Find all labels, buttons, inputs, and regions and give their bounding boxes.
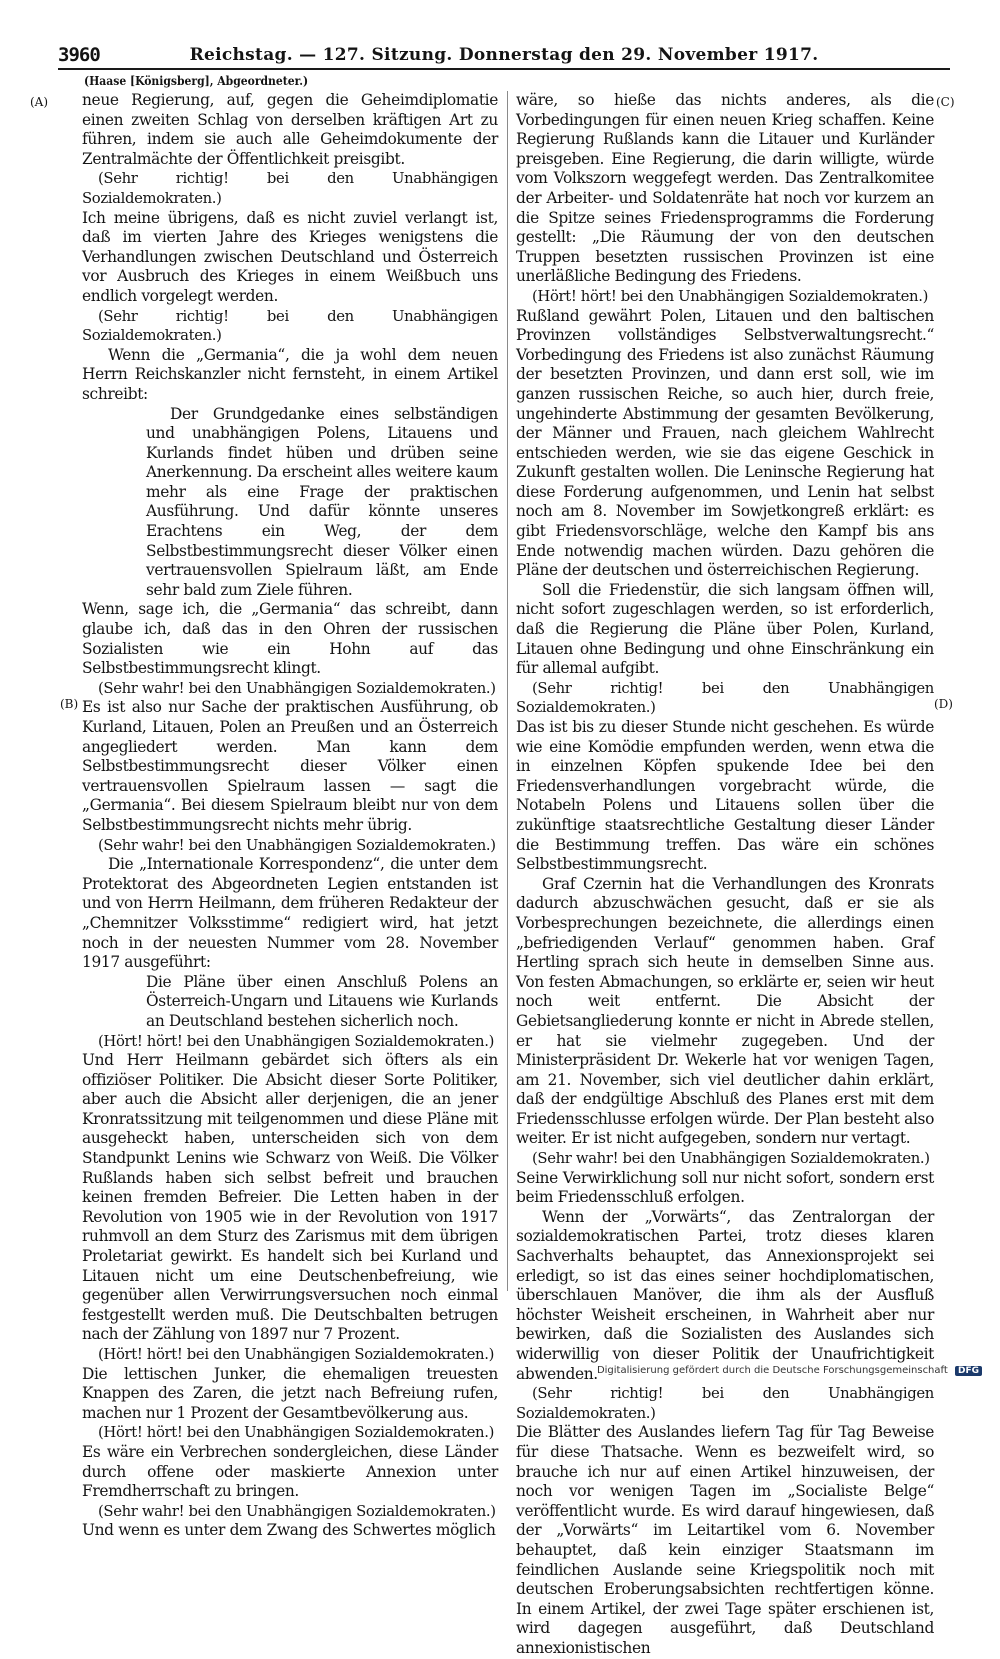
quotation: Der Grundgedanke eines selbständigen und unabhängigen Polens, Litauens und Kurlands findet hüben und drüben seine Anerkennung. Da erscheint alles weitere kaum mehr als eine Frage der praktischen Ausführung. Und dafür könnte unseres Erachtens ein Weg, der dem Selbstbestimmungsrecht dieser Völker einen vertrauensvollen Spielraum läßt, am Ende sehr bald zum Ziele führen. bbox=[146, 404, 498, 599]
paragraph: Seine Verwirklichung soll nur nicht sofort, sondern erst beim Friedensschluß erfolgen. bbox=[516, 1168, 934, 1207]
interjection: (Sehr richtig! bei den Unabhängigen Sozialdemokraten.) bbox=[516, 679, 934, 717]
interjection: (Hört! hört! bei den Unabhängigen Sozialdemokraten.) bbox=[98, 1032, 494, 1050]
interjection: (Sehr wahr! bei den Unabhängigen Sozialdemokraten.) bbox=[532, 1150, 930, 1168]
running-head: Reichstag. — 127. Sitzung. Donnerstag den 29. November 1917. bbox=[189, 45, 819, 65]
paragraph: Wenn, sage ich, die „Germania“ das schreibt, dann glaube ich, daß das in den Ohren der russischen Sozialisten wie ein Hohn auf das Selbstbestimmungsrecht klingt. bbox=[82, 600, 498, 678]
paragraph: Die „Internationale Korrespondenz“, die unter dem Protektorat des Abgeordneten Legien entstanden ist und von Herrn Heilmann, dem früheren Redakteur der „Chemnitzer Volksstimme“ redigiert wird, hat jetzt noch in der neuesten Nummer vom 28. November 1917 ausgeführt: bbox=[82, 855, 498, 972]
right-column bbox=[516, 91, 934, 1659]
paragraph: Es wäre ein Verbrechen sondergleichen, diese Länder durch offene oder maskierte Annexion unter Fremdherrschaft zu bringen. bbox=[82, 1442, 498, 1501]
column-divider bbox=[507, 91, 508, 1291]
left-column bbox=[82, 91, 498, 1541]
footer-credit bbox=[597, 1365, 982, 1376]
interjection: (Sehr richtig! bei den Unabhängigen Sozialdemokraten.) bbox=[82, 307, 498, 345]
dfg-logo: DFG bbox=[955, 1366, 982, 1376]
interjection: (Hört! hört! bei den Unabhängigen Sozialdemokraten.) bbox=[98, 1424, 494, 1442]
paragraph: neue Regierung, auf, gegen die Geheimdiplomatie einen zweiten Schlag von derselben kräftigen Art zu führen, indem sie auch alle Geheimdokumente der Zentralmächte der Öffentlichkeit preisgibt. bbox=[82, 91, 498, 168]
interjection: (Sehr richtig! bei den Unabhängigen Sozialdemokraten.) bbox=[516, 1385, 934, 1422]
paragraph: Das ist bis zu dieser Stunde nicht geschehen. Es würde wie eine Komödie empfunden werden, wenn etwa die in einzelnen Köpfen spukende Idee bei den Friedensverhandlungen vorgebracht würde, die Notabeln Polens und Litauens sollen über die zukünftige staatsrechtliche Gestaltung dieser Länder die Bestimmung treffen. Das wäre ein schönes Selbstbestimmungsrecht. bbox=[516, 718, 934, 874]
interjection: (Hört! hört! bei den Unabhängigen Sozialdemokraten.) bbox=[98, 1346, 494, 1363]
margin-mark-d: (D) bbox=[934, 697, 953, 711]
paragraph: Und Herr Heilmann gebärdet sich öfters als ein offiziöser Politiker. Die Absicht dieser Sorte Politiker, aber auch die Absicht aller derjenigen, die an jener Kronratssitzung mit teilgenommen und diese Pläne mit ausgeheckt haben, unterscheiden sich von dem Standpunkt Lenins wie Schwarz von Weiß. Die Völker Rußlands haben sich selbst befreit und brauchen keinen fremden Befreier. Die Letten haben in der Revolution von 1905 wie in der Revolution von 1917 ruhmvoll an dem Sturz des Zarismus mit dem übrigen Proletariat gewirkt. Es handelt sich bei Kurland und Litauen nicht um eine Deutschenbefreiung, wie gegenüber allen Verwirrungsversuchen noch einmal festgestellt werden muß. Die Deutschbalten betrugen nach der Zählung von 1897 nur 7 Prozent. bbox=[82, 1051, 498, 1344]
interjection: (Sehr wahr! bei den Unabhängigen Sozialdemokraten.) bbox=[98, 679, 496, 697]
paragraph: Die Blätter des Auslandes liefern Tag für Tag Beweise für diese Thatsache. Wenn es bezweifelt wird, so brauche ich nur auf einen Artikel hinzuweisen, der noch vor wenigen Tagen im „Socialiste Belge“ veröffentlicht wurde. Es wird darauf hingewiesen, daß der „Vorwärts“ im Leitartikel vom 6. November behauptet, daß kein einziger Staatsmann im feindlichen Auslande seine Kriegspolitik noch mit deutschen Eroberungsabsichten rechtfertigen könne. In einem Artikel, der zwei Tage später erschienen ist, wird dagegen ausgeführt, daß Deutschland annexionistischen bbox=[516, 1423, 934, 1657]
paragraph: Wenn die „Germania“, die ja wohl dem neuen Herrn Reichskanzler nicht fernsteht, in einem Artikel schreibt: bbox=[82, 345, 498, 403]
paragraph: Rußland gewährt Polen, Litauen und den baltischen Provinzen vollständiges Selbstverwaltungsrecht.“ Vorbedingung des Friedens ist also zunächst Räumung der besetzten Provinzen, und dann erst soll, wie im ganzen russischen Reiche, so auch hier, durch freie, ungehinderte Abstimmung der gesamten Bevölkerung, der Männer und Frauen, nach gleichem Wahlrecht entschieden werden, wie sie das eigene Geschick in Zukunft gestalten wollen. Die Leninsche Regierung hat diese Forderung aufgenommen, und Lenin hat selbst noch am 8. November im Sowjetkongreß erklärt: es gibt Friedensvorschläge, welche den Kampf bis ans Ende notwendig machen würden. Dazu gehören die Pläne der deutschen und österreichischen Regierung. bbox=[516, 306, 934, 580]
paragraph: Graf Czernin hat die Verhandlungen des Kronrats dadurch abzuschwächen gesucht, daß er sie als Vorbesprechungen bezeichnete, die allerdings einen „befriedigenden Verlauf“ genommen haben. Graf Hertling sprach sich heute in demselben Sinne aus. Von festen Abmachungen, so erklärte er, seien wir heut noch weit entfernt. Die Absicht der Gebietsangliederung konnte er nicht in Abrede stellen, er hat sie vielmehr zugegeben. Und der Ministerpräsident Dr. Wekerle hat vor wenigen Tagen, am 21. November, sich viel deutlicher dahin erklärt, daß der endgültige Abschluß des Planes erst mit dem Friedensschlusse erfolgen würde. Der Plan besteht also weiter. Er ist nicht aufgegeben, sondern nur vertagt. bbox=[516, 874, 934, 1148]
page-header bbox=[58, 44, 950, 70]
paragraph: Ich meine übrigens, daß es nicht zuviel verlangt ist, daß im vierten Jahre des Krieges wenigstens die Verhandlungen zwischen Deutschland und Österreich vor Ausbruch des Krieges in einem Weißbuch uns endlich vorgelegt werden. bbox=[82, 208, 498, 305]
footer-text: Digitalisierung gefördert durch die Deutsche Forschungsgemeinschaft bbox=[596, 1365, 948, 1376]
interjection: (Sehr wahr! bei den Unabhängigen Sozialdemokraten.) bbox=[98, 836, 496, 854]
paragraph: Soll die Friedenstür, die sich langsam öffnen will, nicht sofort zugeschlagen werden, so ist erforderlich, daß die Regierung die Pläne über Polen, Kurland, Litauen ohne Bedingung und ohne Einschränkung ein für allemal aufgibt. bbox=[516, 580, 934, 678]
paragraph: Wenn der „Vorwärts“, das Zentralorgan der sozialdemokratischen Partei, trotz dieses klaren Sachverhalts behauptet, das Annexionsprojekt sei erledigt, so ist das eines seiner hochdiplomatischen, überschlauen Manöver, die ihm als der Ausfluß höchster Weisheit erscheinen, in Wahrheit aber nur bewirken, daß die Sozialisten des Auslandes sich widerwillig von dieser Politik der Unaufrichtigkeit abwenden. bbox=[516, 1207, 934, 1383]
quotation: Die Pläne über einen Anschluß Polens an Österreich-Ungarn und Litauens wie Kurlands an Deutschland bestehen sicherlich noch. bbox=[146, 972, 498, 1030]
interjection: (Sehr richtig! bei den Unabhängigen Sozialdemokraten.) bbox=[82, 170, 498, 207]
page-number: 3960 bbox=[58, 44, 100, 66]
paragraph: wäre, so hieße das nichts anderes, als die Vorbedingungen für einen neuen Krieg schaffen. Keine Regierung Rußlands kann die Litauer und Kurländer preisgeben. Eine Regierung, die darin willigte, würde vom Volkszorn weggefegt werden. Das Zentralkomitee der Arbeiter- und Soldatenräte hat noch vor kurzem an die Spitze seines Friedensprogramms die Forderung gestellt: „Die Räumung der von den deutschen Truppen besetzten russischen Provinzen ist eine unerläßliche Bedingung des Friedens. bbox=[516, 91, 934, 286]
interjection: (Hört! hört! bei den Unabhängigen Sozialdemokraten.) bbox=[532, 287, 928, 305]
paragraph: Und wenn es unter dem Zwang des Schwertes möglich bbox=[82, 1521, 496, 1540]
speaker-line: (Haase [Königsberg], Abgeordneter.) bbox=[84, 74, 309, 88]
margin-mark-c: (C) bbox=[936, 95, 955, 109]
paragraph: Es ist also nur Sache der praktischen Ausführung, ob Kurland, Litauen, Polen an Preußen und an Österreich angegliedert werden. Man kann dem Selbstbestimmungsrecht dieser Völker einen vertrauensvollen Spielraum lassen — sagt die „Germania“. Bei diesem Spielraum bleibt nur von dem Selbstbestimmungsrecht nichts mehr übrig. bbox=[82, 698, 498, 834]
margin-mark-a: (A) bbox=[30, 95, 49, 109]
interjection: (Sehr wahr! bei den Unabhängigen Sozialdemokraten.) bbox=[98, 1502, 496, 1520]
margin-mark-b: (B) bbox=[60, 697, 79, 711]
paragraph: Die lettischen Junker, die ehemaligen treuesten Knappen des Zaren, die jetzt nach Befreiung rufen, machen nur 1 Prozent der Gesamtbevölkerung aus. bbox=[82, 1364, 498, 1422]
